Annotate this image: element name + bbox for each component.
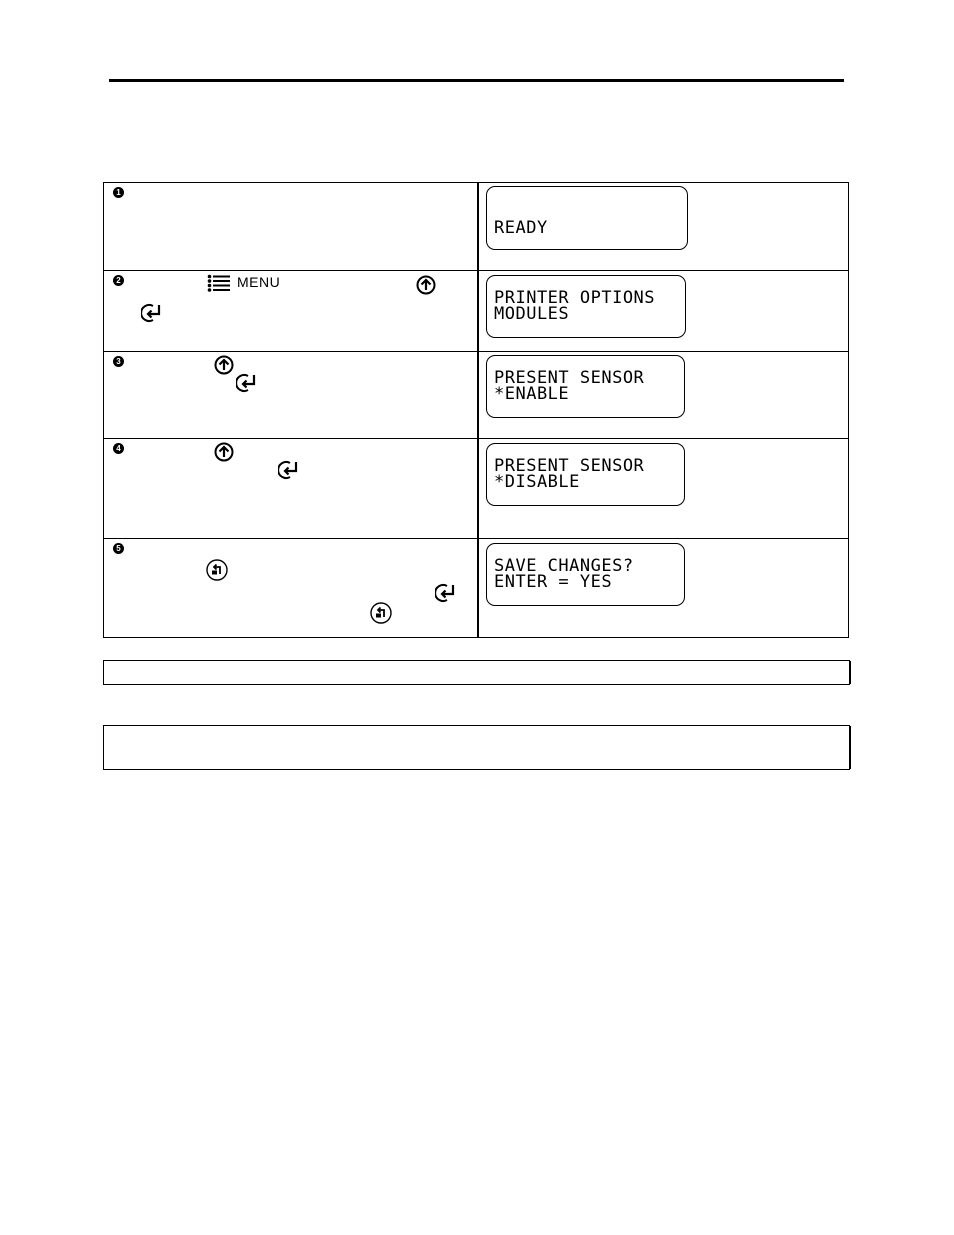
lcd-line-1: PRESENT SENSOR xyxy=(494,368,645,388)
step-row-5 xyxy=(104,539,848,639)
up-arrow-icon xyxy=(416,275,436,295)
step-number-5: 5 xyxy=(113,543,124,554)
step-number-1: 1 xyxy=(113,187,124,198)
note-box-shadow xyxy=(850,661,851,684)
lcd-display-4 xyxy=(486,443,685,506)
lcd-line-2: ENTER = YES xyxy=(494,572,613,592)
lcd-line-2: *DISABLE xyxy=(494,472,580,492)
caution-box xyxy=(103,725,850,770)
enter-icon xyxy=(236,373,258,393)
exit-icon xyxy=(370,602,392,624)
lcd-display-1 xyxy=(486,186,688,250)
procedure-table xyxy=(103,182,849,638)
step-row-2 xyxy=(104,271,848,352)
up-arrow-icon xyxy=(214,355,234,375)
lcd-line-1: PRESENT SENSOR xyxy=(494,456,645,476)
exit-icon xyxy=(206,559,228,581)
step-number-2: 2 xyxy=(113,275,124,286)
note-box xyxy=(103,660,850,685)
header-rule xyxy=(109,79,844,82)
enter-icon xyxy=(435,583,457,603)
lcd-display-2 xyxy=(486,275,686,338)
lcd-line-2: MODULES xyxy=(494,304,570,324)
step-row-1 xyxy=(104,183,848,271)
enter-icon xyxy=(141,303,163,323)
lcd-display-5 xyxy=(486,543,685,606)
step-number-4: 4 xyxy=(113,443,124,454)
lcd-display-3 xyxy=(486,355,685,418)
step-row-3 xyxy=(104,352,848,439)
step-row-4 xyxy=(104,439,848,539)
lcd-line-1: SAVE CHANGES? xyxy=(494,556,634,576)
up-arrow-icon xyxy=(214,442,234,462)
lcd-line-2: *ENABLE xyxy=(494,384,570,404)
menu-list-icon xyxy=(207,274,231,292)
lcd-line-2: READY xyxy=(494,218,548,238)
caution-box-shadow xyxy=(850,726,851,769)
menu-key-label: MENU xyxy=(237,274,281,290)
enter-icon xyxy=(278,460,300,480)
step-number-3: 3 xyxy=(113,356,124,367)
lcd-line-1: PRINTER OPTIONS xyxy=(494,288,656,308)
